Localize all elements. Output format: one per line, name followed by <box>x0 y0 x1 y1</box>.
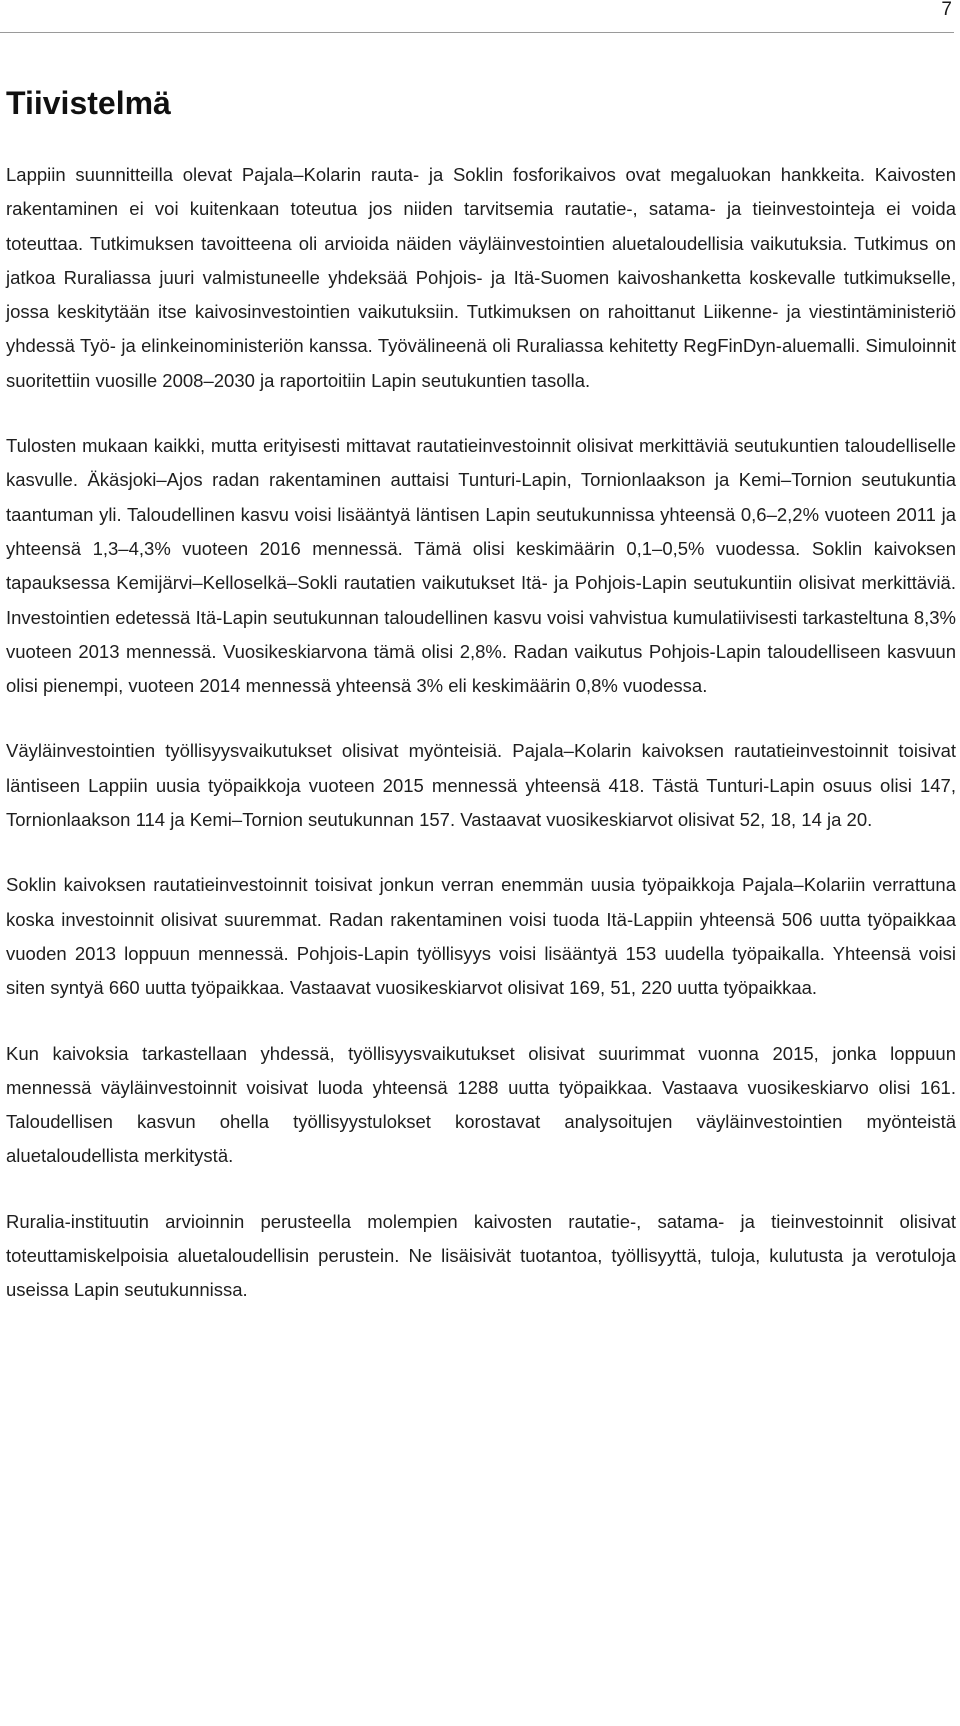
paragraph-introduction: Lappiin suunnitteilla olevat Pajala–Kolarin rauta- ja Soklin fosforikaivos ovat megaluokan hankkeita. Kaivosten rakentaminen ei voi kuitenkaan toteutua jos niiden tarvitsemia rautatie-, satama- ja tieinvestointeja ei voida toteuttaa. Tutkimuksen tavoitteena oli arvioida näiden väyläinvestointien aluetaloudellisia vaikutuksia. Tutkimus on jatkoa Ruraliassa juuri valmistuneelle yhdeksää Pohjois- ja Itä-Suomen kaivoshanketta koskevalle tutkimukselle, jossa keskitytään itse kaivosinvestointien vaikutuksiin. Tutkimuksen on rahoittanut Liikenne- ja viestintäministeriö yhdessä Työ- ja elinkeinoministeriön kanssa. Työvälineenä oli Ruraliassa kehitetty RegFinDyn-aluemalli. Simuloinnit suoritettiin vuosille 2008–2030 ja raportoitiin Lapin seutukuntien tasolla. <box>6 164 956 391</box>
page-title: Tiivistelmä <box>6 85 171 121</box>
paragraph-combined-effects: Kun kaivoksia tarkastellaan yhdessä, työllisyysvaikutukset olisivat suurimmat vuonna 2015, jonka loppuun mennessä väyläinvestoinnit voisivat luoda yhteensä 1288 uutta työpaikkaa. Vastaava vuosikeskiarvo olisi 161. Taloudellisen kasvun ohella työllisyystulokset korostavat analysoitujen väyläinvestointien myönteistä aluetaloudellista merkitystä. <box>6 1042 956 1167</box>
paragraph-employment-pajala: Väyläinvestointien työllisyysvaikutukset olisivat myönteisiä. Pajala–Kolarin kaivoksen rautatieinvestoinnit toisivat läntiseen Lappiin uusia työpaikkoja vuoteen 2015 mennessä yhteensä 418. Tästä Tunturi-Lapin osuus olisi 147, Tornionlaakson 114 ja Kemi–Tornion seutukunnan 157. Vastaavat vuosikeskiarvot olisivat 52, 18, 14 ja 20. <box>6 740 956 831</box>
page-number: 7 <box>941 0 952 20</box>
paragraph-employment-sokli: Soklin kaivoksen rautatieinvestoinnit toisivat jonkun verran enemmän uusia työpaikkoja Pajala–Kolariin verrattuna koska investoinnit olisivat suuremmat. Radan rakentaminen voisi tuoda Itä-Lappiin yhteensä 506 uutta työpaikkaa vuoden 2013 loppuun mennessä. Pohjois-Lapin työllisyys voisi lisääntyä 153 uudella työpaikalla. Yhteensä voisi siten syntyä 660 uutta työpaikkaa. Vastaavat vuosikeskiarvot olisivat 169, 51, 220 uutta työpaikkaa. <box>6 874 956 999</box>
paragraph-economic-results: Tulosten mukaan kaikki, mutta erityisesti mittavat rautatieinvestoinnit olisivat merkittäviä seutukuntien taloudelliselle kasvulle. Äkäsjoki–Ajos radan rakentaminen auttaisi Tunturi-Lapin, Tornionlaakson ja Kemi–Tornion seutukuntia taantuman yli. Taloudellinen kasvu voisi lisääntyä läntisen Lapin seutukunnissa yhteensä 0,6–2,2% vuoteen 2011 ja yhteensä 1,3–4,3% vuoteen 2016 mennessä. Tämä olisi keskimäärin 0,1–0,5% vuodessa. Soklin kaivoksen tapauksessa Kemijärvi–Kelloselkä–Sokli rautatien vaikutukset Itä- ja Pohjois-Lapin seutukuntiin olisivat merkittäviä. Investointien edetessä Itä-Lapin seutukunnan taloudellinen kasvu voisi vahvistua kumulatiivisesti tarkasteltuna 8,3% vuoteen 2013 mennessä. Vuosikeskiarvona tämä olisi 2,8%. Radan vaikutus Pohjois-Lapin taloudelliseen kasvuun olisi pienempi, vuoteen 2014 mennessä yhteensä 3% eli keskimäärin 0,8% vuodessa. <box>6 435 956 697</box>
header-rule <box>0 32 954 33</box>
paragraph-conclusion: Ruralia-instituutin arvioinnin perusteella molempien kaivosten rautatie-, satama- ja tieinvestoinnit olisivat toteuttamiskelpoisia aluetaloudellisin perustein. Ne lisäisivät tuotantoa, työllisyyttä, tuloja, kulutusta ja verotuloja useissa Lapin seutukunnissa. <box>6 1210 956 1301</box>
summary-body <box>6 158 956 1339</box>
